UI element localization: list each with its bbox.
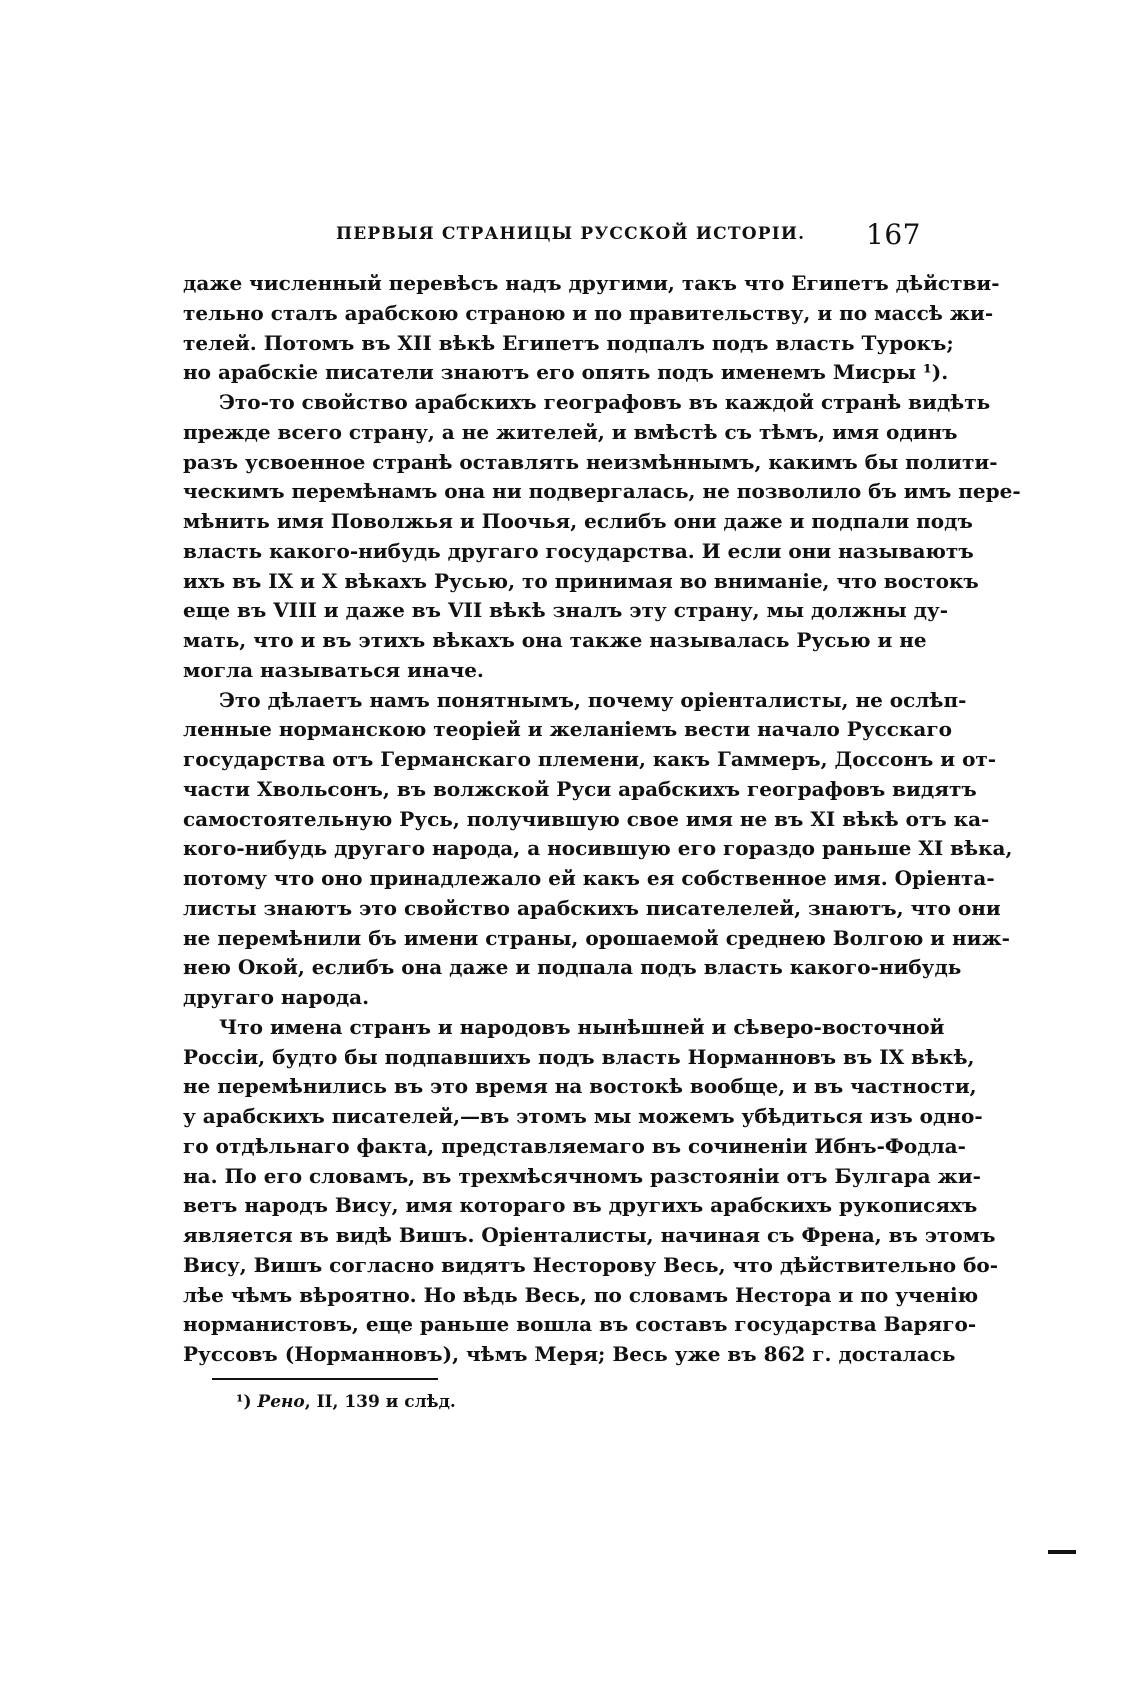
text-line: является въ видѣ Вишъ. Оріенталисты, начиная съ Френа, въ этомъ xyxy=(183,1223,996,1247)
text-line: листы знаютъ это свойство арабскихъ писателелей, знаютъ, что они xyxy=(183,895,1001,920)
text-line: лѣе чѣмъ вѣроятно. Но вѣдь Весь, по словамъ Нестора и по ученію xyxy=(183,1282,979,1307)
text-line: даже численный перевѣсъ надъ другими, такъ что Египетъ дѣйстви- xyxy=(183,271,1000,295)
text-line: на. По его словамъ, въ трехмѣсячномъ разстояніи отъ Булгара жи- xyxy=(183,1163,981,1188)
text-line: ихъ въ IX и X вѣкахъ Русью, то принимая во вниманіе, что востокъ xyxy=(183,568,979,593)
text-line: не перемѣнились въ это время на востокѣ вообще, и въ частности, xyxy=(183,1074,977,1099)
text-line: мѣнить имя Поволжья и Поочья, еслибъ они даже и подпали подъ xyxy=(183,509,973,533)
footnote-divider xyxy=(212,1378,438,1380)
text-line: ветъ народъ Вису, имя котораго въ другихъ арабскихъ рукописяхъ xyxy=(183,1193,978,1218)
text-line: Россіи, будто бы подпавшихъ подъ власть Норманновъ въ IX вѣкѣ, xyxy=(183,1044,975,1069)
paragraph-start-line: Что имена странъ и народовъ нынѣшней и сѣверо-восточной xyxy=(219,1014,945,1039)
text-line: другаго народа. xyxy=(183,985,370,1009)
text-line: у арабскихъ писателей,—въ этомъ мы можемъ убѣдиться изъ одно- xyxy=(183,1104,983,1128)
paragraph-start-line: Это дѣлаетъ намъ понятнымъ, почему оріенталисты, не ослѣп- xyxy=(219,687,967,712)
footnote-citation: , II, 139 и слѣд. xyxy=(304,1392,456,1412)
footnote xyxy=(236,1392,456,1412)
text-line: ленные норманскою теоріей и желаніемъ вести начало Русскаго xyxy=(183,717,952,742)
text-line: но арабскіе писатели знаютъ его опять подъ именемъ Мисры ¹). xyxy=(183,360,949,385)
text-line: Вису, Вишъ согласно видятъ Несторову Весь, что дѣйствительно бо- xyxy=(183,1252,999,1277)
page-number: 167 xyxy=(866,218,921,251)
text-line: самостоятельную Русь, получившую свое имя не въ XI вѣкѣ отъ ка- xyxy=(183,806,990,831)
text-line: нею Окой, еслибъ она даже и подпала подъ власть какого-нибудь xyxy=(183,955,962,980)
text-line: государства отъ Германскаго племени, какъ Гаммеръ, Доссонъ и от- xyxy=(183,747,997,771)
text-line: потому что оно принадлежало ей какъ ея собственное имя. Оріента- xyxy=(183,866,995,890)
body-text xyxy=(183,269,1021,1370)
text-line: кого-нибудь другаго народа, а носившую его гораздо раньше XI вѣка, xyxy=(183,836,1013,861)
text-line: мать, что и въ этихъ вѣкахъ она также называлась Русью и не xyxy=(183,628,927,652)
text-line: ческимъ перемѣнамъ она ни подвергалась, не позволило бъ имъ пере- xyxy=(183,479,1021,504)
text-line: могла называться иначе. xyxy=(183,657,484,682)
footnote-marker: ¹) xyxy=(236,1392,252,1412)
text-line: еще въ VIII и даже въ VII вѣкѣ зналъ эту страну, мы должны ду- xyxy=(183,598,949,623)
scan-edge-mark xyxy=(1048,1550,1076,1554)
text-line: части Хвольсонъ, въ волжской Руси арабскихъ географовъ видятъ xyxy=(183,776,977,801)
text-line: телей. Потомъ въ XII вѣкѣ Египетъ подпалъ подъ власть Турокъ; xyxy=(183,330,954,355)
text-line: разъ усвоенное странѣ оставлять неизмѣннымъ, какимъ бы полити- xyxy=(183,449,998,474)
paragraph-start-line: Это-то свойство арабскихъ географовъ въ каждой странѣ видѣть xyxy=(219,390,991,414)
running-title: ПЕРВЫЯ СТРАНИЦЫ РУССКОЙ ИСТОРІИ. xyxy=(336,224,806,244)
text-line: Руссовъ (Норманновъ), чѣмъ Меря; Весь уже въ 862 г. досталась xyxy=(183,1342,956,1366)
text-line: власть какого-нибудь другаго государства. И если они называютъ xyxy=(183,538,974,563)
text-line: норманистовъ, еще раньше вошла въ составъ государства Варяго- xyxy=(183,1312,977,1337)
text-line: тельно сталъ арабскою страною и по правительству, и по массѣ жи- xyxy=(183,300,994,325)
text-line: прежде всего страну, а не жителей, и вмѣстѣ съ тѣмъ, имя одинъ xyxy=(183,419,958,444)
page-header xyxy=(183,218,921,256)
text-line: не перемѣнили бъ имени страны, орошаемой среднею Волгою и ниж- xyxy=(183,925,1010,950)
footnote-reference: Рено xyxy=(257,1392,305,1412)
text-line: го отдѣльнаго факта, представляемаго въ сочиненіи Ибнъ-Фодла- xyxy=(183,1133,966,1158)
